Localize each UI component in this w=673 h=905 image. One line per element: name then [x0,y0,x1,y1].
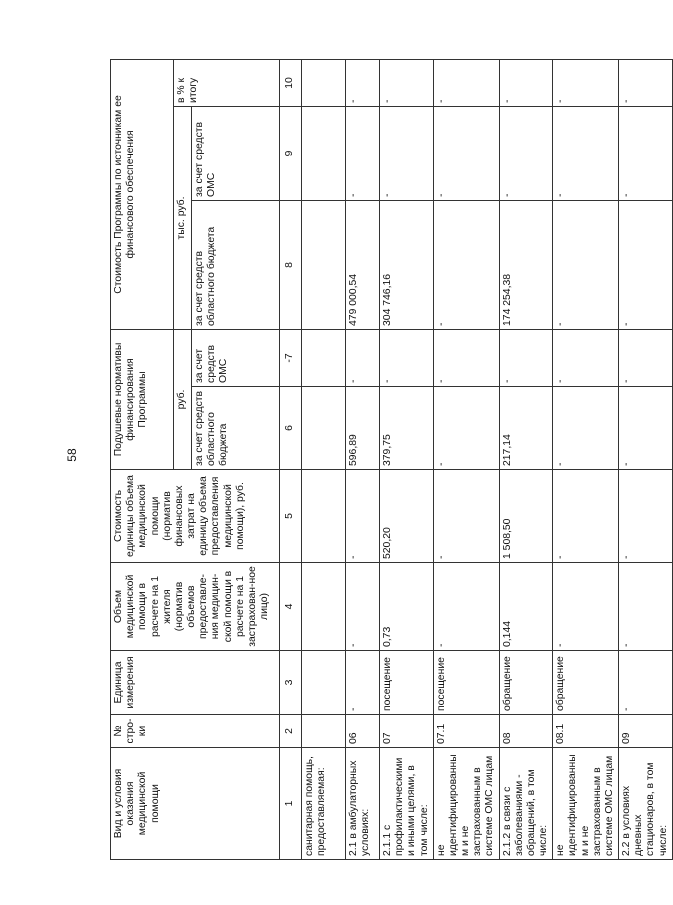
row-name: не идентифицированным и не застрахованным в системе ОМС лицам [553,748,619,860]
col-number: 9 [280,106,302,200]
row-percent: - [499,59,553,106]
row-oms-norm: - [433,329,499,386]
row-budget-norm: - [553,387,619,470]
header-percent: в % к итогу [174,59,280,106]
table-row [433,59,499,859]
table-row [346,59,380,859]
row-unit [302,651,346,715]
row-name: не идентифицированным и не застрахованным в системе ОМС лицам [433,748,499,860]
header-per-capita-norms: Подушевые нормативы финансирования Программы [111,329,174,469]
row-line [302,715,346,748]
col-number: -7 [280,329,302,386]
row-percent: - [346,59,380,106]
row-oms-norm: - [619,329,673,386]
row-line: 08.1 [553,715,619,748]
row-percent: - [619,59,673,106]
row-line: 08 [499,715,553,748]
row-unit: - [619,651,673,715]
row-name: 2.1.2 в связи с заболеваниями - обращений, в том числе: [499,748,553,860]
col-number: 6 [280,387,302,470]
header-budget-total: за счет средств областного бюджета [192,200,280,329]
table-row [499,59,553,859]
row-oms-norm [302,329,346,386]
col-number: 10 [280,59,302,106]
row-oms-total [302,106,346,200]
row-line: 07 [380,715,434,748]
row-budget-total [302,200,346,329]
row-line: 09 [619,715,673,748]
row-name: 2.1 в амбулаторных условиях: [346,748,380,860]
row-oms-norm: - [380,329,434,386]
header-volume: Объем медицинской помощи в расчете на 1 жителя (норматив объемов предоставле-ния медицин-ской помощи в расчете на 1 застрахован-ное лицо) [111,563,280,651]
row-budget-norm: 379,75 [380,387,434,470]
table-row [380,59,434,859]
row-volume: 0,144 [499,563,553,651]
row-cost: - [619,470,673,563]
row-cost: 520,20 [380,470,434,563]
row-budget-norm: - [433,387,499,470]
col-number: 5 [280,470,302,563]
row-budget-norm: 596,89 [346,387,380,470]
header-budget-norm: за счет средств областного бюджета [192,387,280,470]
row-oms-total: - [499,106,553,200]
row-unit: обращение [553,651,619,715]
table-row [302,59,346,859]
row-cost: - [346,470,380,563]
row-budget-total: - [433,200,499,329]
row-budget-total: 174 254,38 [499,200,553,329]
row-percent: - [380,59,434,106]
row-volume: - [433,563,499,651]
row-name: санитарная помощь, предоставляемая: [302,748,346,860]
row-oms-norm: - [346,329,380,386]
row-oms-total: - [553,106,619,200]
row-budget-total: - [619,200,673,329]
row-oms-total: - [433,106,499,200]
row-line: 07.1 [433,715,499,748]
row-unit: посещение [380,651,434,715]
rotated-table-wrapper [110,60,669,860]
row-budget-norm: - [619,387,673,470]
col-number: 1 [280,748,302,860]
header-oms-total: за счет средств ОМС [192,106,280,200]
row-percent [302,59,346,106]
row-oms-norm: - [553,329,619,386]
row-cost: - [433,470,499,563]
row-name: 2.2 в условиях дневных стационаров, в том числе: [619,748,673,860]
row-unit: посещение [433,651,499,715]
row-name: 2.1.1 с профилактическими и иными целями, в том числе: [380,748,434,860]
header-unit: Единица измерения [111,651,280,715]
row-oms-total: - [380,106,434,200]
row-unit: - [346,651,380,715]
row-oms-total: - [619,106,673,200]
col-number: 2 [280,715,302,748]
row-unit: обращение [499,651,553,715]
table-row [619,59,673,859]
row-budget-norm [302,387,346,470]
header-norms-unit: руб. [174,329,192,469]
row-volume [302,563,346,651]
row-cost: 1 508,50 [499,470,553,563]
table-row [553,59,619,859]
row-volume: - [553,563,619,651]
row-volume: 0,73 [380,563,434,651]
row-line: 06 [346,715,380,748]
header-line-no: № стро-ки [111,715,280,748]
row-percent: - [433,59,499,106]
row-volume: - [346,563,380,651]
row-cost: - [553,470,619,563]
header-program-cost: Стоимость Программы по источникам ее финансового обеспечения [111,59,174,329]
page-number: 58 [65,448,79,462]
program-cost-table [110,59,673,860]
row-oms-norm: - [499,329,553,386]
header-kind: Вид и условия оказания медицинской помощи [111,748,280,860]
row-percent: - [553,59,619,106]
header-cost-unit: тыс. руб. [174,106,192,329]
row-budget-total: 304 746,16 [380,200,434,329]
header-oms-norm: за счет средств ОМС [192,329,280,386]
col-number: 3 [280,651,302,715]
header-unit-cost: Стоимость единицы объема медицинской помощи (норматив финансовых затрат на единицу объема предоставления медицинской помощи), руб. [111,470,280,563]
row-budget-norm: 217,14 [499,387,553,470]
col-number: 4 [280,563,302,651]
row-budget-total: 479 000,54 [346,200,380,329]
row-oms-total: - [346,106,380,200]
col-number: 8 [280,200,302,329]
row-budget-total: - [553,200,619,329]
row-volume: - [619,563,673,651]
row-cost [302,470,346,563]
